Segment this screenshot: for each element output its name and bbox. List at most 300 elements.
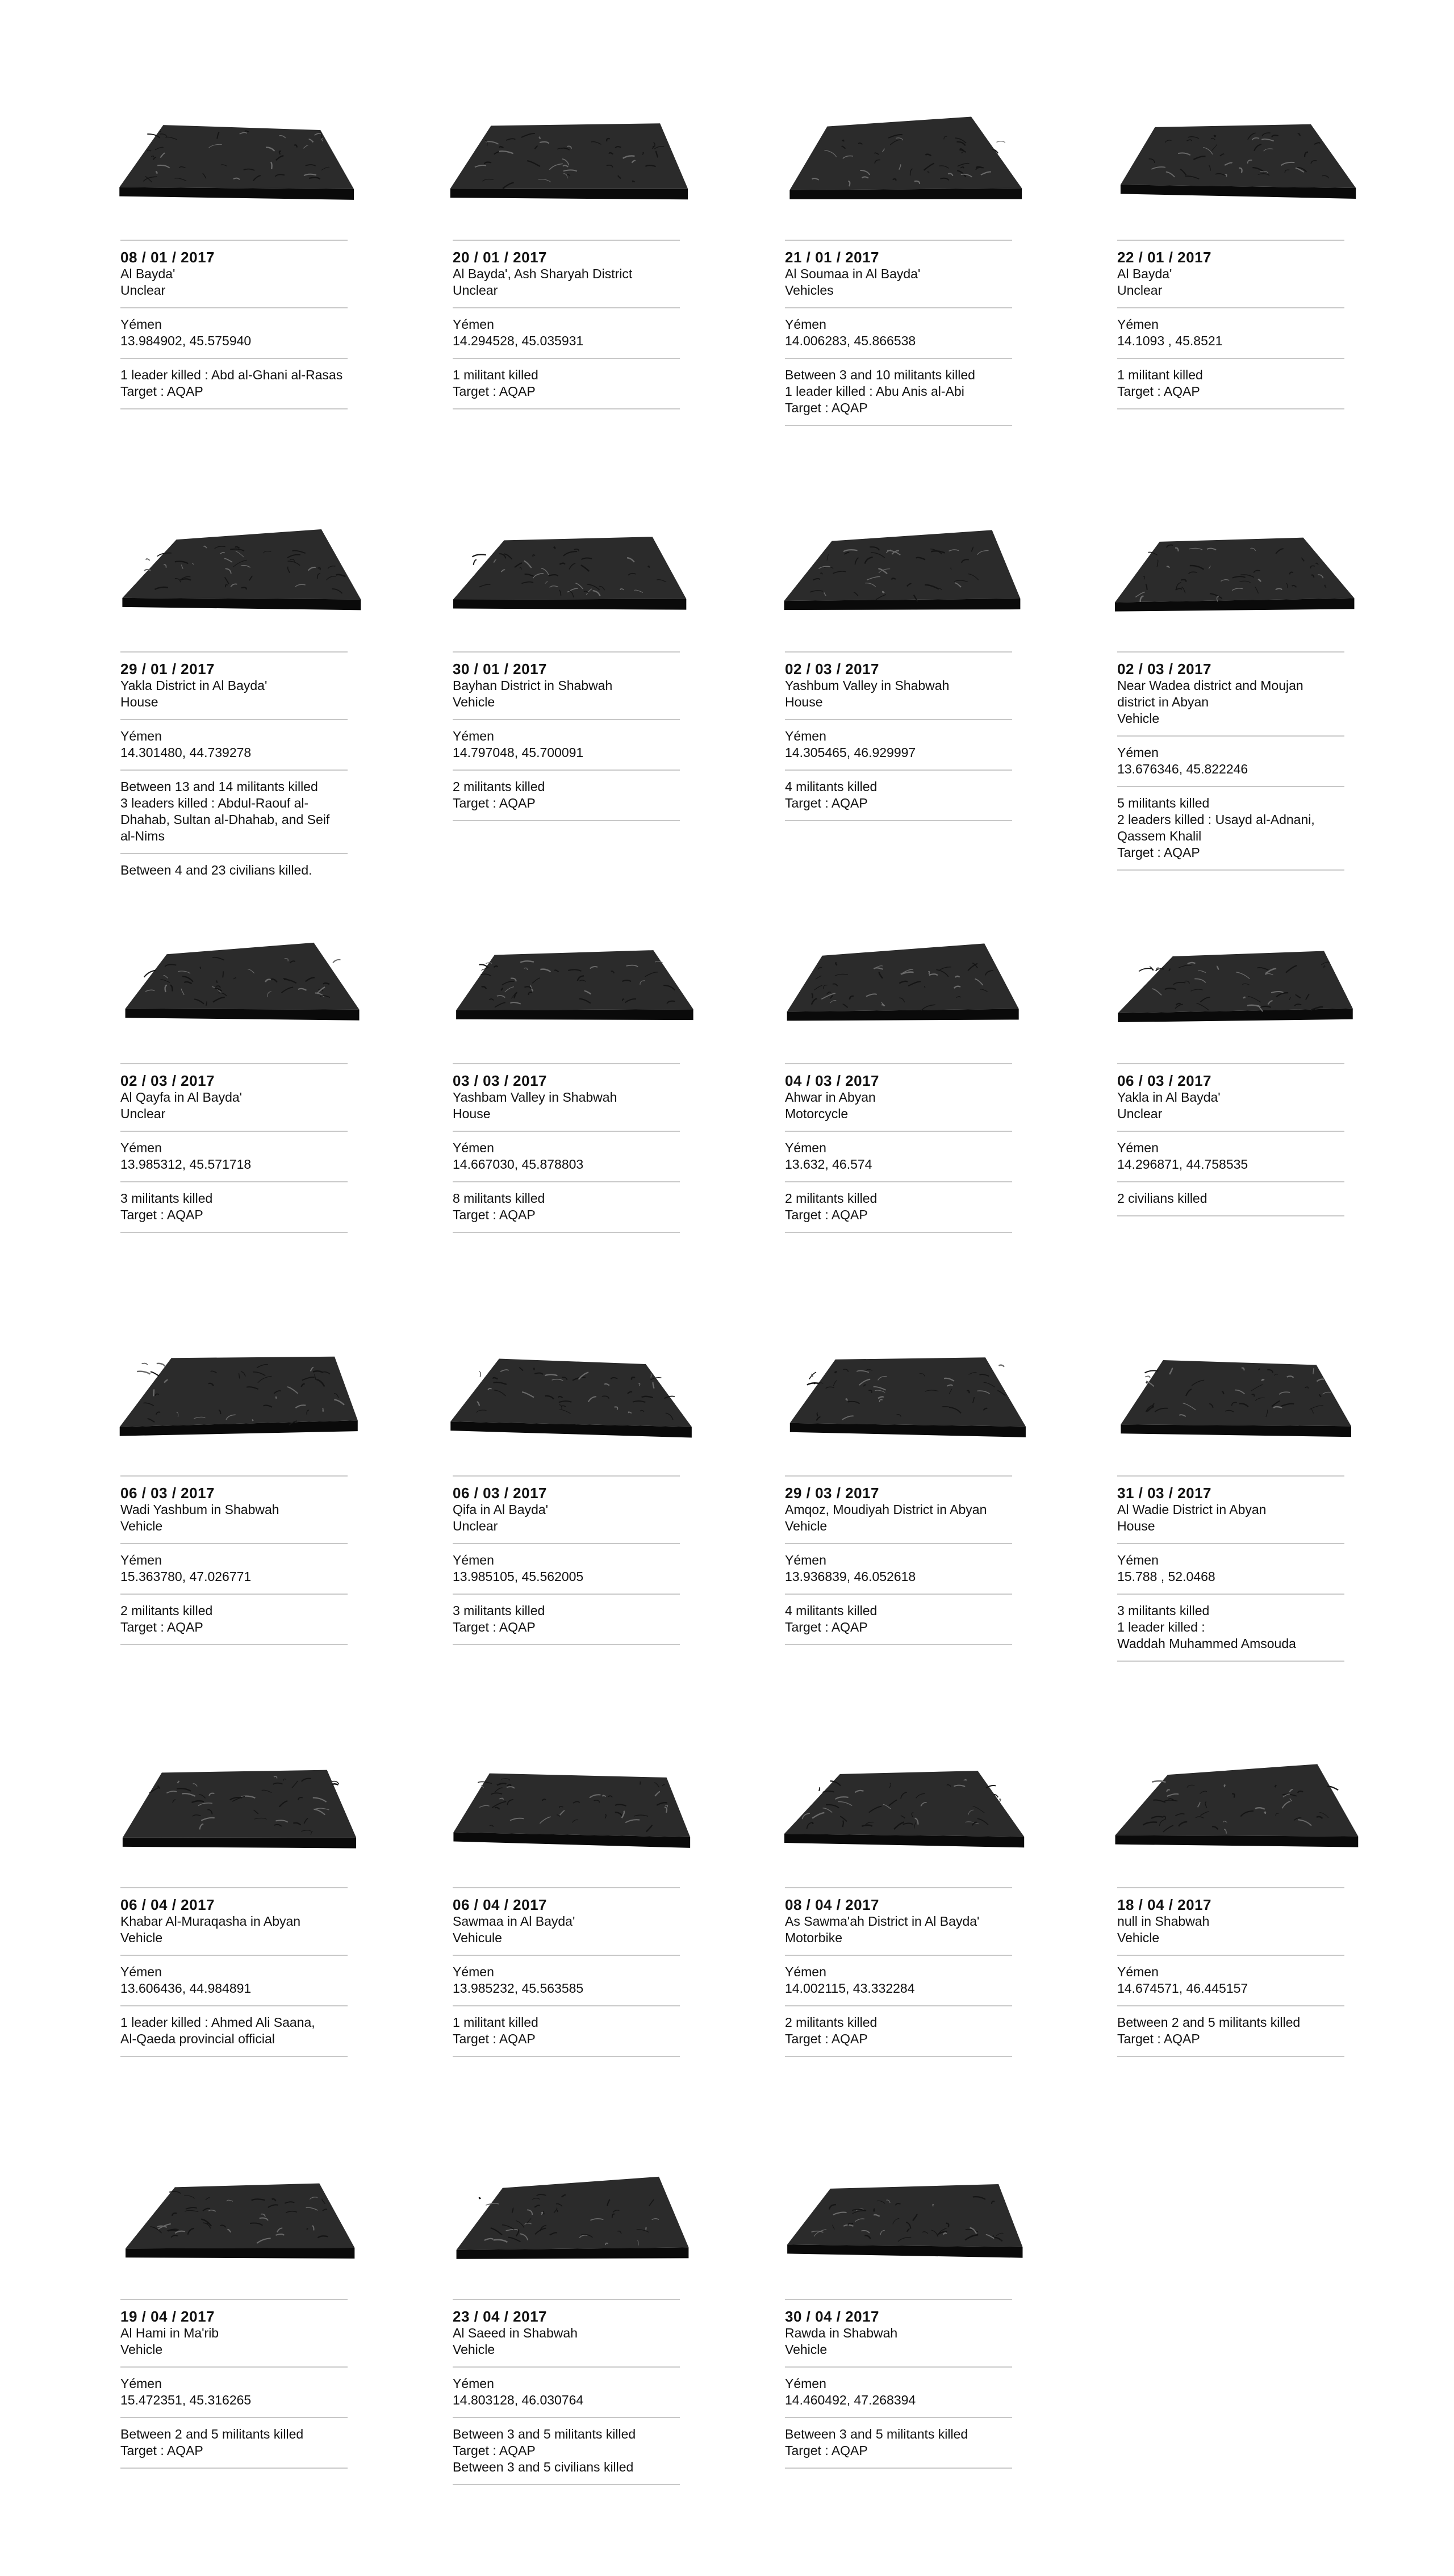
strike-date: 30 / 04 / 2017 — [785, 2308, 880, 2325]
strike-target-type: Vehicle — [120, 2342, 163, 2357]
outcome-line: Target : AQAP — [1117, 384, 1200, 399]
strike-date: 06 / 03 / 2017 — [120, 1484, 215, 1502]
strike-location: Al Bayda', Ash Sharyah District — [453, 266, 633, 281]
terrain-model-image — [441, 2161, 703, 2275]
outcome-line: Target : AQAP — [120, 2443, 203, 2458]
strike-coords: 14.305465, 46.929997 — [785, 745, 916, 760]
strike-extra — [120, 854, 348, 887]
outcome-line: 1 leader killed : — [1117, 1620, 1205, 1634]
divider — [120, 408, 348, 409]
strike-coords: 13.984902, 45.575940 — [120, 333, 252, 348]
terrain-model-image — [441, 1338, 703, 1452]
outcome-line: Between 3 and 10 militants killed — [785, 367, 975, 382]
strike-position — [120, 1132, 348, 1181]
strike-outcome — [120, 771, 348, 853]
strike-info — [120, 1887, 348, 2057]
strike-country: Yémen — [453, 2376, 494, 2391]
outcome-line: 3 militants killed — [120, 1191, 213, 1206]
strike-info — [785, 240, 1012, 426]
strike-date: 23 / 04 / 2017 — [453, 2308, 548, 2325]
strike-location: As Sawma'ah District in Al Bayda' — [785, 1914, 980, 1929]
strike-outcome — [785, 2418, 1012, 2468]
strike-target-type: House — [120, 695, 158, 709]
strike-coords: 14.797048, 45.700091 — [453, 745, 584, 760]
strike-info — [785, 1063, 1012, 1233]
strike-info — [453, 2299, 680, 2485]
terrain-model-image — [1106, 926, 1367, 1039]
outcome-line: 5 militants killed — [1117, 796, 1210, 810]
strike-info — [1117, 1475, 1344, 1662]
strike-info — [120, 2299, 348, 2469]
strike-country: Yémen — [1117, 1964, 1159, 1979]
strike-outcome — [1117, 1182, 1344, 1215]
terrain-model-image — [441, 102, 703, 216]
strike-info — [120, 1475, 348, 1645]
outcome-line: 3 militants killed — [1117, 1603, 1210, 1618]
strike-header — [785, 2300, 1012, 2366]
strike-outcome — [1117, 2006, 1344, 2056]
strike-date: 30 / 01 / 2017 — [453, 660, 548, 678]
strike-country: Yémen — [120, 729, 162, 743]
strike-date: 22 / 01 / 2017 — [1117, 249, 1212, 266]
strike-date: 06 / 04 / 2017 — [120, 1896, 215, 1913]
strike-target-type: Motorbike — [785, 1930, 842, 1945]
strike-outcome — [453, 2418, 680, 2484]
outcome-line: Target : AQAP — [785, 1620, 868, 1634]
divider — [1117, 408, 1344, 409]
strike-coords: 14.006283, 45.866538 — [785, 333, 916, 348]
strike-coords: 14.294528, 45.035931 — [453, 333, 584, 348]
strike-header — [453, 1064, 680, 1131]
strike-header — [1117, 1888, 1344, 1955]
strike-header — [120, 653, 348, 719]
strike-outcome — [785, 1595, 1012, 1644]
strike-info — [1117, 651, 1344, 871]
strike-header — [785, 1888, 1012, 1955]
strike-position — [453, 1544, 680, 1594]
strike-header — [785, 241, 1012, 307]
outcome-line: Target : AQAP — [785, 2443, 868, 2458]
strike-location: Al Saeed in Shabwah — [453, 2326, 578, 2340]
terrain-model-image — [109, 1750, 370, 1863]
strike-header — [120, 241, 348, 307]
outcome-line: Target : AQAP — [785, 2031, 868, 2046]
strike-country: Yémen — [1117, 1140, 1159, 1155]
strike-target-type: Unclear — [1117, 1106, 1163, 1121]
strike-coords: 13.936839, 46.052618 — [785, 1569, 916, 1584]
outcome-line: Between 13 and 14 militants killed — [120, 779, 318, 794]
strike-target-type: Vehicles — [785, 283, 834, 298]
strike-location: Khabar Al-Muraqasha in Abyan — [120, 1914, 301, 1929]
strike-country: Yémen — [453, 1140, 494, 1155]
strike-date: 02 / 03 / 2017 — [1117, 660, 1212, 678]
outcome-line: 1 leader killed : Abu Anis al-Abi — [785, 384, 964, 399]
strike-date: 20 / 01 / 2017 — [453, 249, 548, 266]
outcome-line: 2 civilians killed — [1117, 1191, 1208, 1206]
terrain-model-image — [774, 926, 1035, 1039]
outcome-line: 4 militants killed — [785, 779, 878, 794]
strike-country: Yémen — [785, 317, 826, 332]
strike-header — [453, 653, 680, 719]
strike-date: 06 / 03 / 2017 — [1117, 1072, 1212, 1089]
strike-header — [785, 1477, 1012, 1543]
strike-date: 06 / 04 / 2017 — [453, 1896, 548, 1913]
terrain-model-image — [774, 1750, 1035, 1863]
outcome-line: Target : AQAP — [785, 796, 868, 810]
outcome-line: 2 militants killed — [785, 1191, 878, 1206]
divider — [120, 1232, 348, 1233]
strike-info — [120, 1063, 348, 1233]
strike-target-type: House — [453, 1106, 491, 1121]
strike-position — [453, 720, 680, 770]
terrain-model-image — [109, 1338, 370, 1452]
strike-coords: 13.606436, 44.984891 — [120, 1981, 252, 1996]
outcome-line: 3 leaders killed : Abdul-Raouf al-Dhahab, Sultan al-Dhahab, and Seif al-Nims — [120, 796, 330, 843]
strike-target-type: Unclear — [453, 1519, 498, 1533]
divider — [1117, 869, 1344, 871]
strike-info — [785, 1475, 1012, 1645]
strike-position — [120, 1956, 348, 2005]
strike-target-type: Vehicle — [453, 2342, 495, 2357]
strike-target-type: Motorcycle — [785, 1106, 849, 1121]
strike-coords: 13.985105, 45.562005 — [453, 1569, 584, 1584]
strike-country: Yémen — [120, 1553, 162, 1567]
strike-country: Yémen — [453, 1553, 494, 1567]
strike-info — [1117, 1063, 1344, 1216]
strike-position — [1117, 1132, 1344, 1181]
strike-header — [1117, 241, 1344, 307]
strike-position — [1117, 737, 1344, 786]
strike-position — [785, 1956, 1012, 2005]
strike-country: Yémen — [785, 2376, 826, 2391]
divider — [453, 1644, 680, 1645]
strike-target-type: House — [1117, 1519, 1155, 1533]
strike-country: Yémen — [785, 1964, 826, 1979]
strike-target-type: Unclear — [453, 283, 498, 298]
strike-target-type: Vehicle — [120, 1519, 163, 1533]
outcome-line: Between 3 and 5 militants killed — [785, 2427, 968, 2441]
strike-coords: 13.676346, 45.822246 — [1117, 762, 1248, 776]
strike-header — [453, 1888, 680, 1955]
strike-info — [785, 1887, 1012, 2057]
terrain-model-image — [774, 514, 1035, 628]
strike-header — [1117, 653, 1344, 735]
divider — [785, 1232, 1012, 1233]
strike-info — [453, 651, 680, 821]
strike-info — [1117, 1887, 1344, 2057]
divider — [785, 820, 1012, 821]
outcome-line: Target : AQAP — [453, 2443, 536, 2458]
divider — [453, 820, 680, 821]
outcome-line: 1 militant killed — [453, 367, 538, 382]
divider — [453, 408, 680, 409]
strike-coords: 14.296871, 44.758535 — [1117, 1157, 1248, 1172]
divider — [120, 2056, 348, 2057]
outcome-line: Target : AQAP — [120, 384, 203, 399]
strike-country: Yémen — [1117, 1553, 1159, 1567]
terrain-model-image — [1106, 1338, 1367, 1452]
outcome-line: Between 3 and 5 civilians killed — [453, 2460, 634, 2474]
strike-position — [120, 308, 348, 358]
strike-position — [453, 308, 680, 358]
strike-position — [120, 720, 348, 770]
outcome-line: Target : AQAP — [453, 1620, 536, 1634]
strike-date: 04 / 03 / 2017 — [785, 1072, 880, 1089]
terrain-model-image — [1106, 1750, 1367, 1863]
strike-coords: 14.803128, 46.030764 — [453, 2393, 584, 2407]
outcome-line: Target : AQAP — [785, 1207, 868, 1222]
terrain-model-image — [109, 102, 370, 216]
strike-outcome — [1117, 787, 1344, 869]
strike-coords: 13.985312, 45.571718 — [120, 1157, 252, 1172]
strike-outcome — [453, 359, 680, 408]
strike-date: 03 / 03 / 2017 — [453, 1072, 548, 1089]
outcome-line: 8 militants killed — [453, 1191, 545, 1206]
strike-location: Wadi Yashbum in Shabwah — [120, 1502, 279, 1517]
terrain-model-image — [109, 514, 370, 628]
outcome-line: 1 militant killed — [453, 2015, 538, 2030]
strike-location: Yakla District in Al Bayda' — [120, 678, 268, 693]
strike-target-type: Vehicle — [120, 1930, 163, 1945]
strike-date: 06 / 03 / 2017 — [453, 1484, 548, 1502]
strike-position — [120, 1544, 348, 1594]
strike-header — [1117, 1477, 1344, 1543]
strike-coords: 13.985232, 45.563585 — [453, 1981, 584, 1996]
strike-position — [785, 2368, 1012, 2417]
strike-header — [785, 653, 1012, 719]
divider — [453, 2484, 680, 2485]
strike-outcome — [453, 771, 680, 820]
outcome-line: Target : AQAP — [453, 1207, 536, 1222]
strike-country: Yémen — [785, 729, 826, 743]
strike-info — [453, 240, 680, 409]
outcome-line: 3 militants killed — [453, 1603, 545, 1618]
terrain-model-image — [441, 1750, 703, 1863]
strike-location: Al Wadie District in Abyan — [1117, 1502, 1267, 1517]
strike-country: Yémen — [1117, 317, 1159, 332]
strike-country: Yémen — [785, 1553, 826, 1567]
strike-header — [120, 1064, 348, 1131]
strike-location: Ahwar in Abyan — [785, 1090, 876, 1105]
outcome-line: 1 militant killed — [1117, 367, 1203, 382]
strike-position — [1117, 1544, 1344, 1594]
outcome-line: Target : AQAP — [1117, 2031, 1200, 2046]
strike-date: 02 / 03 / 2017 — [785, 660, 880, 678]
outcome-line: Target : AQAP — [453, 796, 536, 810]
divider — [785, 425, 1012, 426]
strike-coords: 15.363780, 47.026771 — [120, 1569, 252, 1584]
strike-country: Yémen — [120, 317, 162, 332]
strike-country: Yémen — [785, 1140, 826, 1155]
strike-location: Amqoz, Moudiyah District in Abyan — [785, 1502, 987, 1517]
strike-outcome — [120, 1182, 348, 1232]
strike-header — [1117, 1064, 1344, 1131]
strike-outcome — [1117, 1595, 1344, 1661]
strike-location: Qifa in Al Bayda' — [453, 1502, 549, 1517]
strike-info — [453, 1887, 680, 2057]
strike-date: 08 / 04 / 2017 — [785, 1896, 880, 1913]
divider — [1117, 1215, 1344, 1216]
strike-location: Al Hami in Ma'rib — [120, 2326, 219, 2340]
strike-country: Yémen — [120, 2376, 162, 2391]
strike-target-type: Vehicle — [785, 1519, 828, 1533]
strike-location: Bayhan District in Shabwah — [453, 678, 613, 693]
strike-target-type: Unclear — [120, 283, 166, 298]
strike-location: Al Bayda' — [1117, 266, 1172, 281]
strike-location: Al Bayda' — [120, 266, 176, 281]
terrain-model-image — [1106, 514, 1367, 628]
strike-info — [1117, 240, 1344, 409]
strike-outcome — [453, 1595, 680, 1644]
strike-outcome — [120, 1595, 348, 1644]
strike-date: 18 / 04 / 2017 — [1117, 1896, 1212, 1913]
divider — [453, 2056, 680, 2057]
strike-header — [120, 2300, 348, 2366]
strike-outcome — [120, 2418, 348, 2468]
strike-outcome — [120, 359, 348, 408]
strike-date: 31 / 03 / 2017 — [1117, 1484, 1212, 1502]
divider — [1117, 2056, 1344, 2057]
strike-coords: 14.1093 , 45.8521 — [1117, 333, 1223, 348]
strike-coords: 15.472351, 45.316265 — [120, 2393, 252, 2407]
strike-position — [785, 1544, 1012, 1594]
outcome-line: 1 leader killed : Ahmed Ali Saana, — [120, 2015, 315, 2030]
outcome-line: 2 militants killed — [120, 1603, 213, 1618]
outcome-line: Al-Qaeda provincial official — [120, 2031, 275, 2046]
strike-location: Near Wadea district and Moujan district in Abyan — [1117, 678, 1303, 709]
divider — [785, 2468, 1012, 2469]
strike-country: Yémen — [453, 317, 494, 332]
strike-header — [785, 1064, 1012, 1131]
terrain-model-image — [109, 926, 370, 1039]
strike-target-type: Unclear — [1117, 283, 1163, 298]
strike-location: Al Qayfa in Al Bayda' — [120, 1090, 243, 1105]
strike-location: null in Shabwah — [1117, 1914, 1210, 1929]
strike-outcome — [453, 2006, 680, 2056]
strike-country: Yémen — [120, 1964, 162, 1979]
outcome-line: 2 leaders killed : Usayd al-Adnani, Qassem Khalil — [1117, 812, 1315, 843]
strike-position — [785, 720, 1012, 770]
strike-coords: 14.460492, 47.268394 — [785, 2393, 916, 2407]
outcome-line: Between 2 and 5 militants killed — [120, 2427, 304, 2441]
outcome-line: Target : AQAP — [453, 384, 536, 399]
outcome-line: 1 leader killed : Abd al-Ghani al-Rasas — [120, 367, 343, 382]
strike-header — [453, 241, 680, 307]
outcome-line: Target : AQAP — [120, 1207, 203, 1222]
strike-header — [453, 2300, 680, 2366]
outcome-line: Target : AQAP — [785, 400, 868, 415]
strike-coords: 14.667030, 45.878803 — [453, 1157, 584, 1172]
strike-coords: 14.301480, 44.739278 — [120, 745, 252, 760]
divider — [1117, 1661, 1344, 1662]
outcome-line: Waddah Muhammed Amsouda — [1117, 1636, 1296, 1651]
strike-date: 19 / 04 / 2017 — [120, 2308, 215, 2325]
terrain-model-image — [441, 514, 703, 628]
strike-position — [1117, 308, 1344, 358]
strike-info — [453, 1475, 680, 1645]
divider — [120, 1644, 348, 1645]
terrain-model-image — [109, 2161, 370, 2275]
strike-position — [1117, 1956, 1344, 2005]
strike-date: 29 / 03 / 2017 — [785, 1484, 880, 1502]
strike-date: 29 / 01 / 2017 — [120, 660, 215, 678]
strike-position — [453, 2368, 680, 2417]
strike-outcome — [785, 1182, 1012, 1232]
divider — [120, 2468, 348, 2469]
strike-country: Yémen — [120, 1140, 162, 1155]
strike-outcome — [1117, 359, 1344, 408]
strike-header — [120, 1888, 348, 1955]
outcome-line: Target : AQAP — [120, 1620, 203, 1634]
strike-date: 21 / 01 / 2017 — [785, 249, 880, 266]
strike-location: Yashbam Valley in Shabwah — [453, 1090, 617, 1105]
strike-location: Al Soumaa in Al Bayda' — [785, 266, 921, 281]
strike-target-type: Vehicle — [785, 2342, 828, 2357]
divider — [785, 1644, 1012, 1645]
strike-info — [453, 1063, 680, 1233]
strike-info — [120, 651, 348, 887]
strike-country: Yémen — [1117, 745, 1159, 760]
strike-outcome — [785, 771, 1012, 820]
strike-target-type: House — [785, 695, 823, 709]
terrain-model-image — [774, 2161, 1035, 2275]
strike-target-type: Vehicle — [1117, 1930, 1160, 1945]
strike-location: Rawda in Shabwah — [785, 2326, 898, 2340]
terrain-model-image — [1106, 102, 1367, 216]
strike-header — [120, 1477, 348, 1543]
outcome-line: 2 militants killed — [453, 779, 545, 794]
strike-outcome — [785, 359, 1012, 425]
strike-date: 02 / 03 / 2017 — [120, 1072, 215, 1089]
outcome-line: Target : AQAP — [453, 2031, 536, 2046]
strike-country: Yémen — [453, 1964, 494, 1979]
strike-header — [453, 1477, 680, 1543]
strike-country: Yémen — [453, 729, 494, 743]
strike-target-type: Vehicle — [453, 695, 495, 709]
terrain-model-image — [774, 102, 1035, 216]
strike-coords: 15.788 , 52.0468 — [1117, 1569, 1215, 1584]
strike-position — [453, 1956, 680, 2005]
extra-line: Between 4 and 23 civilians killed. — [120, 863, 312, 877]
strike-target-type: Unclear — [120, 1106, 166, 1121]
outcome-line: Between 3 and 5 militants killed — [453, 2427, 636, 2441]
strike-coords: 14.002115, 43.332284 — [785, 1981, 915, 1996]
strike-target-type: Vehicule — [453, 1930, 502, 1945]
strike-location: Yakla in Al Bayda' — [1117, 1090, 1221, 1105]
strike-location: Sawmaa in Al Bayda' — [453, 1914, 575, 1929]
divider — [785, 2056, 1012, 2057]
strike-outcome — [453, 1182, 680, 1232]
strike-position — [453, 1132, 680, 1181]
strike-info — [120, 240, 348, 409]
outcome-line: 4 militants killed — [785, 1603, 878, 1618]
terrain-model-image — [774, 1338, 1035, 1452]
strike-date: 08 / 01 / 2017 — [120, 249, 215, 266]
strike-outcome — [120, 2006, 348, 2056]
divider — [453, 1232, 680, 1233]
strike-info — [785, 651, 1012, 821]
strike-position — [120, 2368, 348, 2417]
strike-info — [785, 2299, 1012, 2469]
outcome-line: 2 militants killed — [785, 2015, 878, 2030]
outcome-line: Between 2 and 5 militants killed — [1117, 2015, 1301, 2030]
strike-coords: 13.632, 46.574 — [785, 1157, 872, 1172]
strike-position — [785, 1132, 1012, 1181]
strike-position — [785, 308, 1012, 358]
strike-outcome — [785, 2006, 1012, 2056]
strike-coords: 14.674571, 46.445157 — [1117, 1981, 1248, 1996]
strike-target-type: Vehicle — [1117, 711, 1160, 726]
